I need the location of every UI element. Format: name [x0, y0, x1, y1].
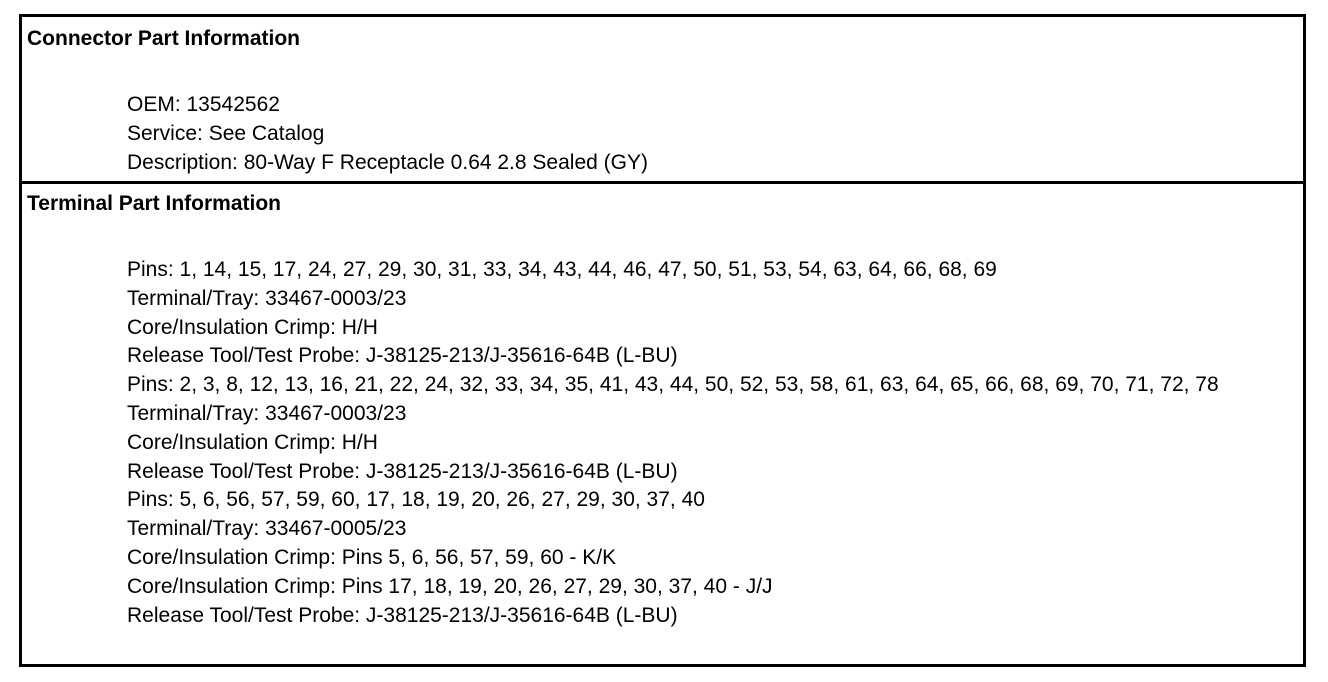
terminal-part-heading: Terminal Part Information: [27, 192, 281, 215]
terminal-line-pins: Pins: 5, 6, 56, 57, 59, 60, 17, 18, 19, 20, 26, 27, 29, 30, 37, 40: [127, 488, 705, 512]
terminal-line-crimp: Core/Insulation Crimp: Pins 17, 18, 19, 20, 26, 27, 29, 30, 37, 40 - J/J: [127, 574, 773, 598]
terminal-part-section: [22, 184, 1303, 664]
terminal-line-crimp: Core/Insulation Crimp: H/H: [127, 315, 378, 339]
connector-line-oem: OEM: 13542562: [127, 93, 280, 116]
connector-part-heading: Connector Part Information: [27, 27, 301, 50]
terminal-line-pins: Pins: 2, 3, 8, 12, 13, 16, 21, 22, 24, 32, 33, 34, 35, 41, 43, 44, 50, 52, 53, 58, 61, 63, 64, 65, 66, 68, 69, 70, 71, 72, 78: [127, 373, 1219, 397]
connector-part-section: [22, 17, 1303, 184]
terminal-line-crimp: Core/Insulation Crimp: Pins 5, 6, 56, 57, 59, 60 - K/K: [127, 545, 617, 569]
terminal-part-lines: [127, 256, 1279, 630]
terminal-line-release-tool: Release Tool/Test Probe: J-38125-213/J-35616-64B (L-BU): [127, 344, 678, 368]
connector-part-lines: [127, 91, 1279, 177]
connector-line-description: Description: 80-Way F Receptacle 0.64 2.8 Sealed (GY): [127, 150, 648, 174]
terminal-line-terminal-tray: Terminal/Tray: 33467-0003/23: [127, 401, 407, 425]
terminal-line-release-tool: Release Tool/Test Probe: J-38125-213/J-35616-64B (L-BU): [127, 603, 678, 627]
terminal-line-crimp: Core/Insulation Crimp: H/H: [127, 430, 378, 454]
terminal-line-terminal-tray: Terminal/Tray: 33467-0003/23: [127, 286, 407, 310]
connector-line-service: Service: See Catalog: [127, 121, 325, 145]
terminal-line-pins: Pins: 1, 14, 15, 17, 24, 27, 29, 30, 31, 33, 34, 43, 44, 46, 47, 50, 51, 53, 54, 63, 64, 66, 68, 69: [127, 258, 997, 281]
terminal-line-terminal-tray: Terminal/Tray: 33467-0005/23: [127, 517, 407, 541]
part-information-table: [19, 14, 1306, 667]
terminal-line-release-tool: Release Tool/Test Probe: J-38125-213/J-35616-64B (L-BU): [127, 459, 678, 483]
